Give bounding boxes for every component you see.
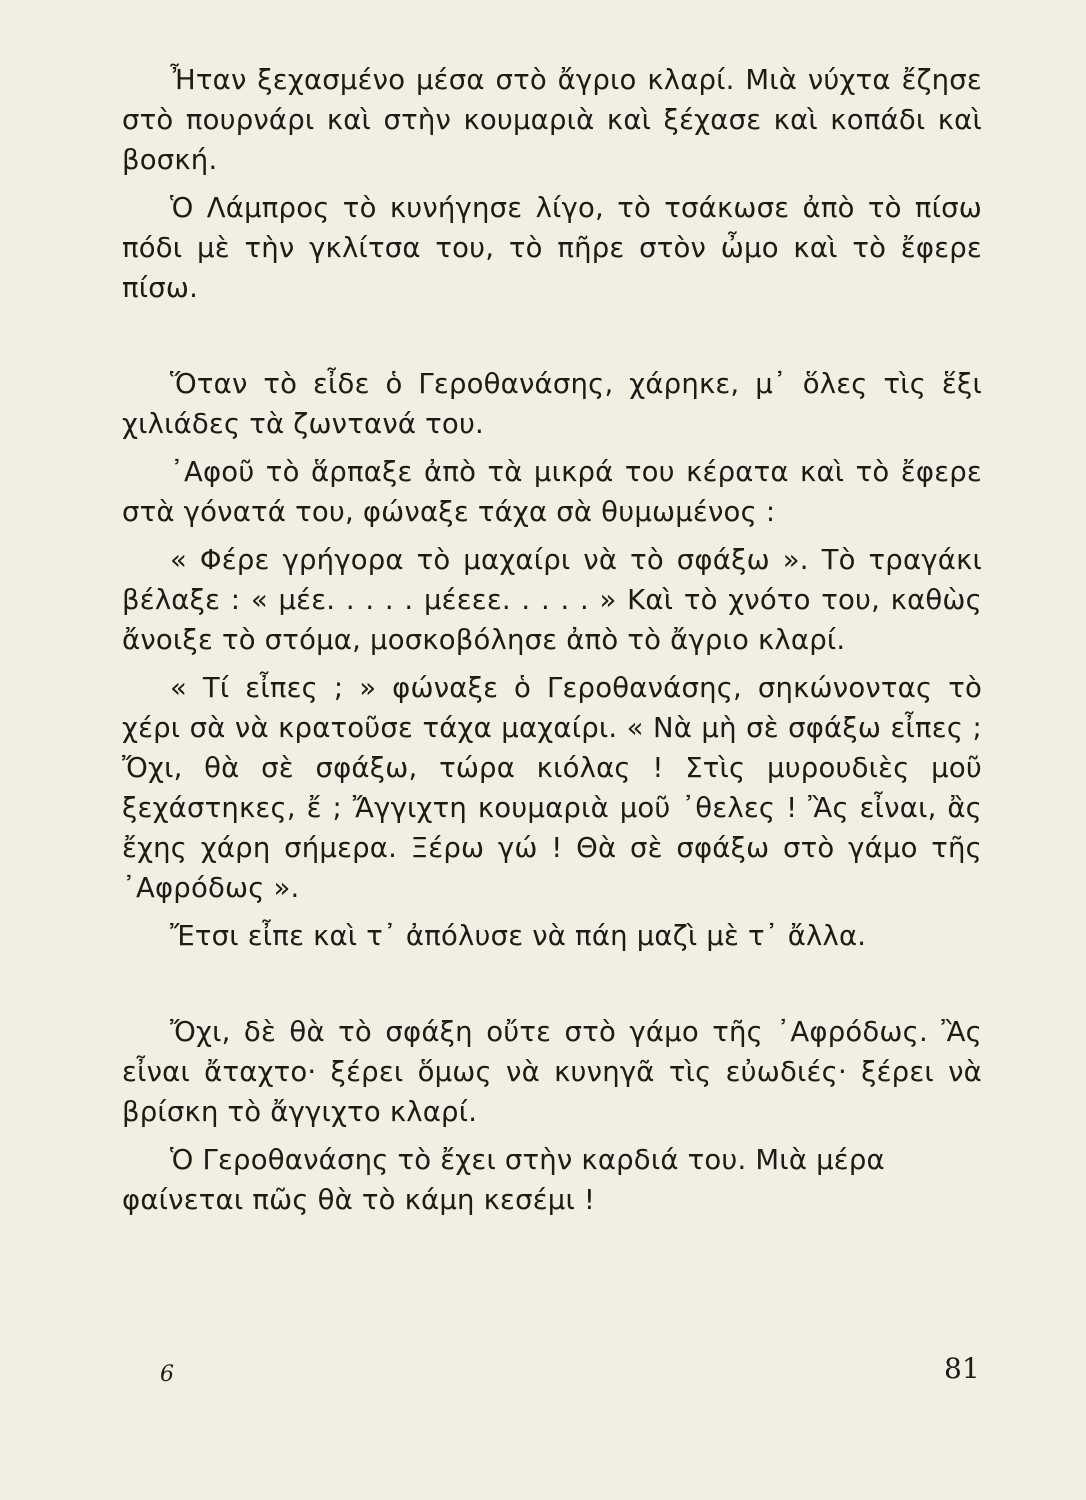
section-break <box>122 316 982 364</box>
body-text <box>122 60 982 1228</box>
section-break <box>122 964 982 1012</box>
paragraph: Ὅταν τὸ εἶδε ὁ Γεροθανάσης, χάρηκε, μ᾽ ὅλες τὶς ἕξι χιλιάδες τὰ ζωντανά του. <box>122 368 982 440</box>
page-number: 81 <box>944 1352 980 1385</box>
paragraph: ᾽Αφοῦ τὸ ἅρπαξε ἀπὸ τὰ μικρά του κέρατα καὶ τὸ ἔφερε στὰ γόνατά του, φώναξε τάχα σὰ θυμωμένος : <box>122 456 982 528</box>
paragraph: Ἦταν ξεχασμένο μέσα στὸ ἄγριο κλαρί. Μιὰ νύχτα ἔζησε στὸ πουρνάρι καὶ στὴν κουμαριὰ καὶ ξέχασε καὶ κοπάδι καὶ βοσκή. <box>122 64 982 176</box>
paragraph: « Φέρε γρήγορα τὸ μαχαίρι νὰ τὸ σφάξω ». Τὸ τραγάκι βέλαξε : « μέε. . . . . μέεεε. . . . . » Καὶ τὸ χνότο του, καθὼς ἄνοιξε τὸ στόμα, μοσκοβόλησε ἀπὸ τὸ ἄγριο κλαρί. <box>122 544 982 656</box>
paragraph: Ὄχι, δὲ θὰ τὸ σφάξη οὔτε στὸ γάμο τῆς ᾽Αφρόδως. Ἂς εἶναι ἄταχτο· ξέρει ὅμως νὰ κυνηγᾶ τὶς εὐωδιές· ξέρει νὰ βρίσκη τὸ ἄγγιχτο κλαρί. <box>122 1016 982 1128</box>
paragraph: « Τί εἶπες ; » φώναξε ὁ Γεροθανάσης, σηκώνοντας τὸ χέρι σὰ νὰ κρατοῦσε τάχα μαχαίρι. « Νὰ μὴ σὲ σφάξω εἶπες ; Ὄχι, θὰ σὲ σφάξω, τώρα κιόλας ! Στὶς μυρουδιὲς μοῦ ξεχάστηκες, ἔ ; Ἄγγιχτη κουμαριὰ μοῦ ᾽θελες ! Ἂς εἶναι, ἂς ἔχης χάρη σήμερα. Ξέρω γώ ! Θὰ σὲ σφάξω στὸ γάμο τῆς ᾽Αφρόδως ». <box>122 672 982 904</box>
signature-mark: 6 <box>160 1362 174 1387</box>
paragraph: Ὁ Γεροθανάσης τὸ ἔχει στὴν καρδιά του. Μιὰ μέρα φαίνεται πῶς θὰ τὸ κάμη κεσέμι ! <box>122 1144 885 1216</box>
paragraph: Ὁ Λάμπρος τὸ κυνήγησε λίγο, τὸ τσάκωσε ἀπὸ τὸ πίσω πόδι μὲ τὴν γκλίτσα του, τὸ πῆρε στὸν ὦμο καὶ τὸ ἔφερε πίσω. <box>122 192 982 304</box>
paragraph: Ἔτσι εἶπε καὶ τ᾽ ἀπόλυσε νὰ πάη μαζὶ μὲ τ᾽ ἄλλα. <box>170 920 867 952</box>
